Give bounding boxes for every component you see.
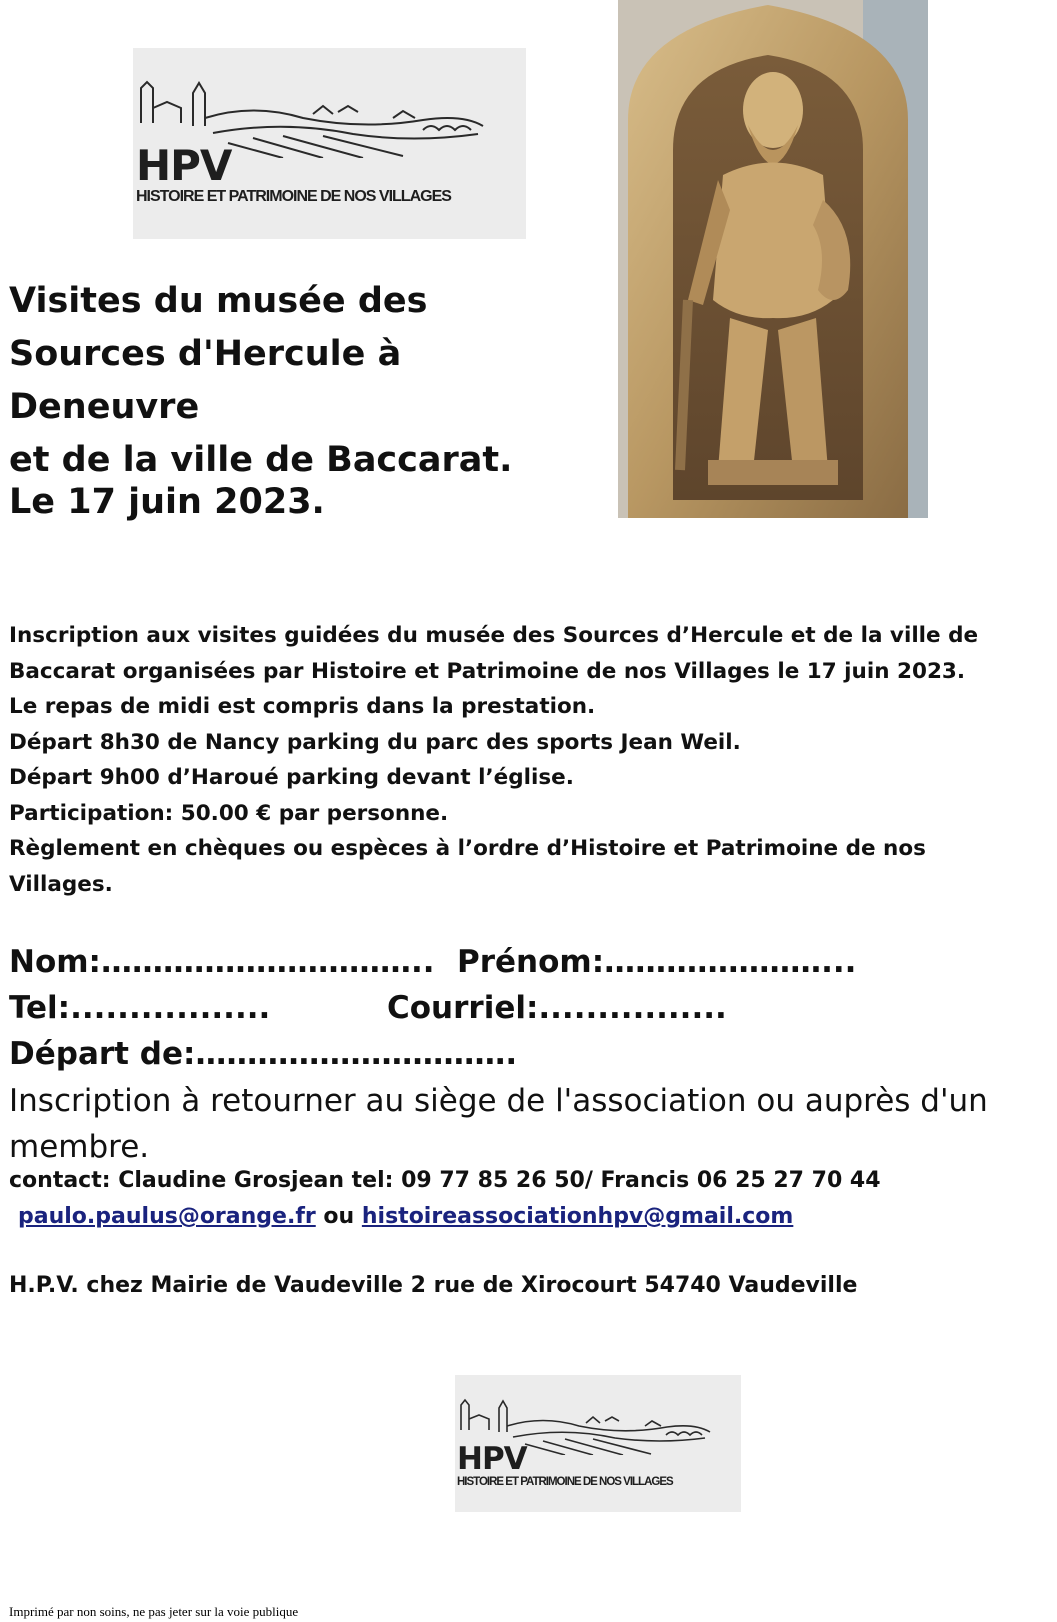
hercules-statue-icon xyxy=(618,0,928,518)
title-line: Sources d'Hercule à Deneuvre xyxy=(9,334,402,427)
logo-letters: HPV xyxy=(457,1441,527,1477)
logo-letters: HPV xyxy=(136,141,232,190)
footer-note: Imprimé par non soins, ne pas jeter sur la voie publique xyxy=(9,1604,299,1619)
description-line: Villages. xyxy=(9,871,113,897)
hpv-logo-top xyxy=(133,48,526,239)
tel-field: Tel:................. xyxy=(9,990,271,1026)
description-line: Baccarat organisées par Histoire et Patrimoine de nos Villages le 17 juin 2023. xyxy=(9,658,966,684)
description-line: Départ 9h00 d’Haroué parking devant l’église. xyxy=(9,765,574,790)
depart-field: Départ de:…………………………. xyxy=(9,1036,518,1072)
description-line: Règlement en chèques ou espèces à l’ordre d’Histoire et Patrimoine de nos xyxy=(9,836,926,861)
description-line: Inscription aux visites guidées du musée des Sources d’Hercule et de la ville de xyxy=(9,623,979,648)
event-title xyxy=(9,275,599,487)
logo-tagline: HISTOIRE ET PATRIMOINE DE NOS VILLAGES xyxy=(457,1476,673,1488)
logo-tagline: HISTOIRE ET PATRIMOINE DE NOS VILLAGES xyxy=(136,188,451,205)
nom-field: Nom:………………………….. xyxy=(9,944,435,980)
contact-emails xyxy=(18,1204,793,1229)
email-separator: ou xyxy=(323,1204,355,1229)
association-address: H.P.V. chez Mairie de Vaudeville 2 rue de Xirocourt 54740 Vaudeville xyxy=(9,1273,858,1298)
description-line: Le repas de midi est compris dans la prestation. xyxy=(9,694,596,719)
prenom-field: Prénom:…………………... xyxy=(457,944,857,980)
courriel-field: Courriel:................ xyxy=(387,990,727,1026)
event-date: Le 17 juin 2023. xyxy=(9,482,325,522)
email-link-orange[interactable]: paulo.paulus@orange.fr xyxy=(18,1204,316,1229)
description-line: Départ 8h30 de Nancy parking du parc des sports Jean Weil. xyxy=(9,729,741,755)
hercules-stele-photo xyxy=(618,0,928,518)
title-line: et de la ville de Baccarat. xyxy=(9,440,513,480)
title-line: Visites du musée des xyxy=(9,281,428,321)
hpv-logo-bottom xyxy=(455,1375,741,1512)
description-line: Participation: 50.00 € par personne. xyxy=(9,800,449,826)
event-description xyxy=(9,618,1009,902)
email-link-gmail[interactable]: histoireassociationhpv@gmail.com xyxy=(361,1204,794,1229)
contact-line: contact: Claudine Grosjean tel: 09 77 85 26 50/ Francis 06 25 27 70 44 xyxy=(9,1168,881,1193)
return-note: Inscription à retourner au siège de l'association ou auprès d'un membre. xyxy=(9,1083,988,1165)
